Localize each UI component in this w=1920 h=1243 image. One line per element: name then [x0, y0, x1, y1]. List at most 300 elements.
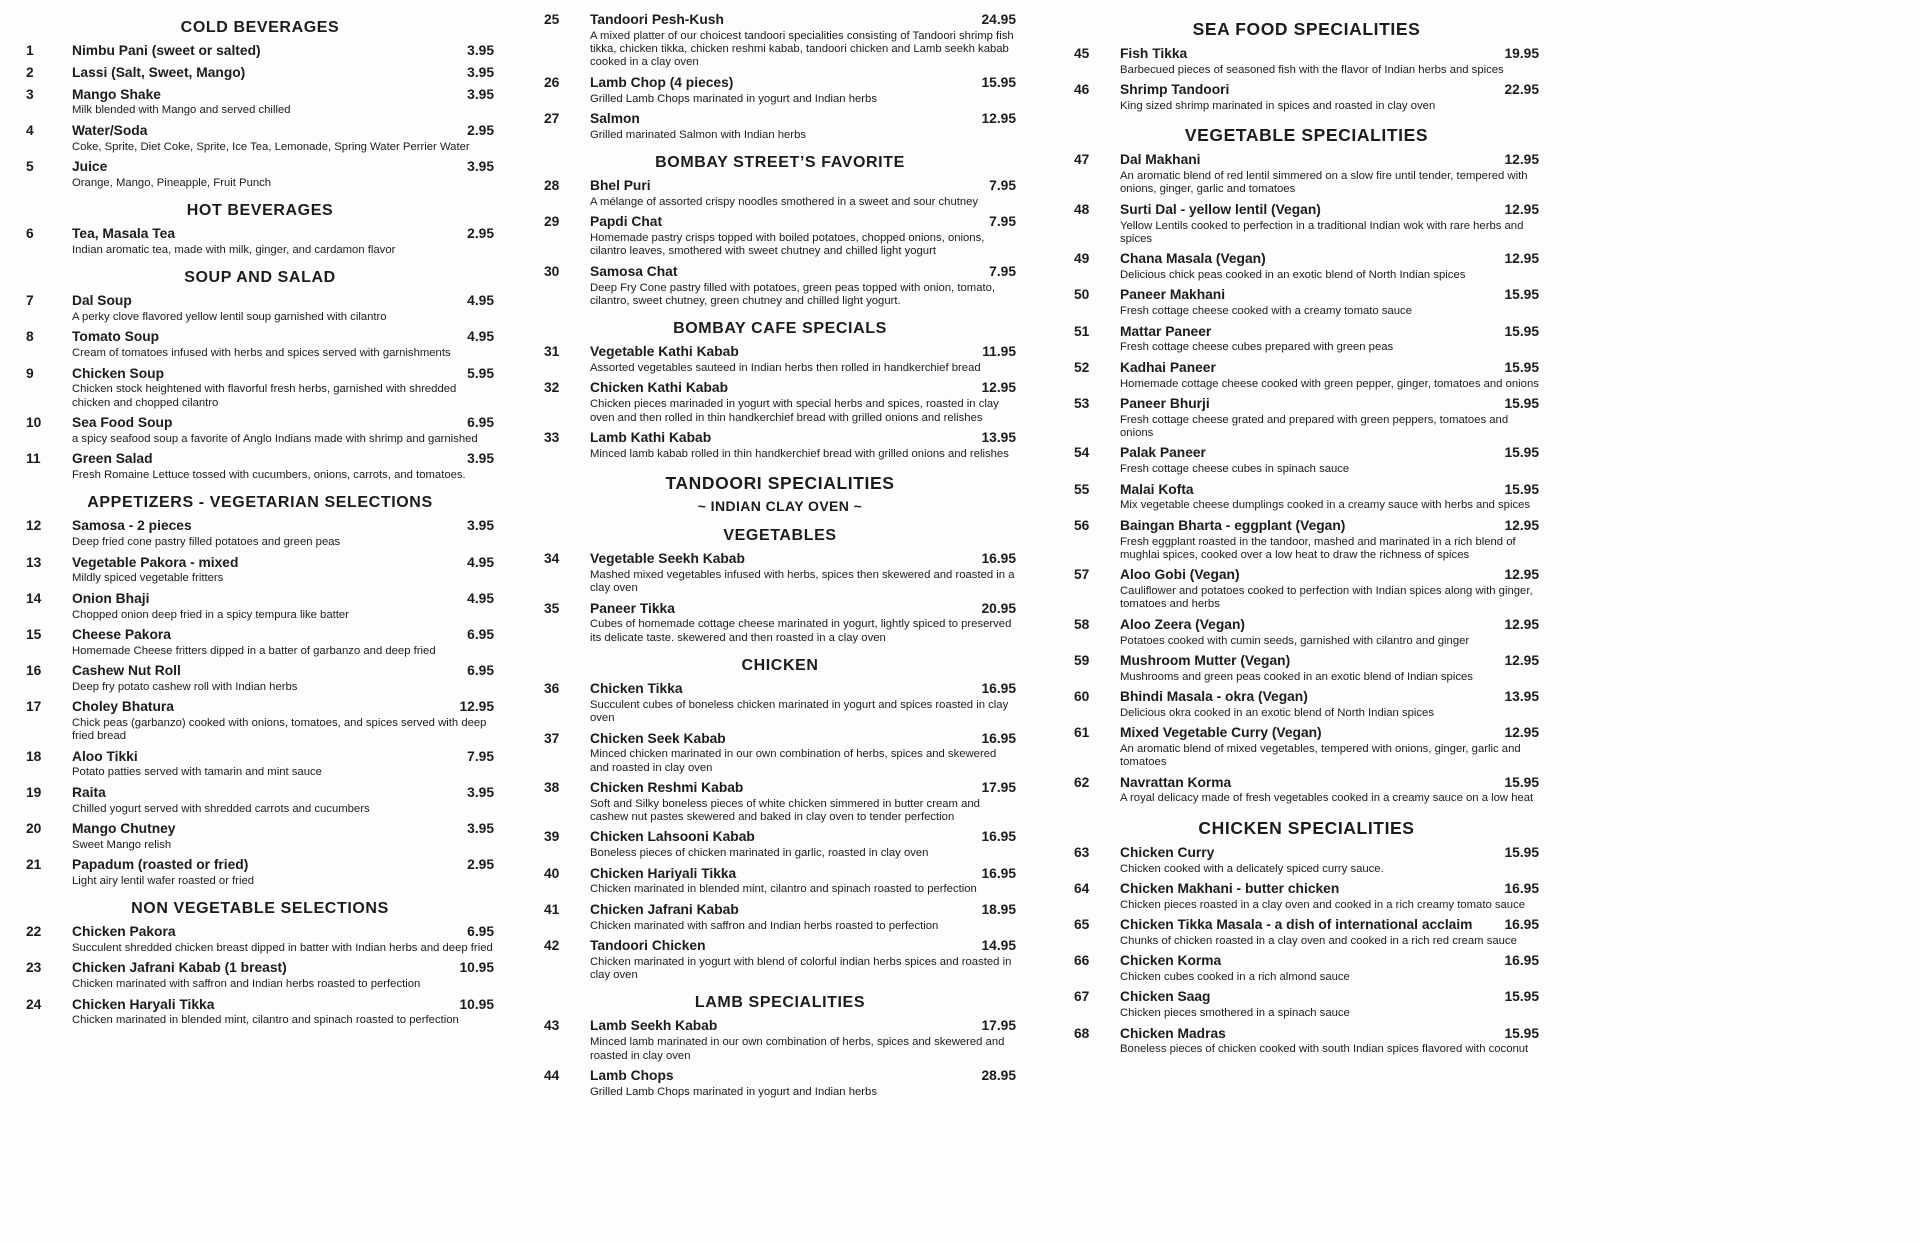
item-description: Mushrooms and green peas cooked in an exotic blend of Indian spices [1120, 670, 1473, 683]
item-description: Potatoes cooked with cumin seeds, garnished with cilantro and ginger [1120, 634, 1470, 647]
item-name: Papdi Chat [590, 214, 663, 230]
item-number: 55 [1074, 481, 1090, 497]
item-number: 68 [1074, 1025, 1090, 1041]
item-name: Chicken Makhani - butter chicken [1120, 880, 1340, 896]
menu-item-head [544, 380, 1016, 397]
menu-item [26, 293, 494, 324]
section-title: SEA FOOD SPECIALITIES [1192, 19, 1421, 39]
item-number: 34 [544, 551, 560, 567]
item-description: Delicious okra cooked in an exotic blend of North Indian spices [1120, 706, 1434, 719]
menu-item [1074, 482, 1539, 513]
item-name: Chicken Reshmi Kabab [590, 779, 744, 795]
item-price: 12.95 [981, 110, 1016, 126]
menu-item-head [1074, 251, 1539, 268]
item-description: Succulent cubes of boneless chicken marinated in yogurt and spices roasted in clay oven [590, 698, 1009, 725]
item-name: Malai Kofta [1120, 481, 1194, 497]
menu-item-head [26, 627, 494, 644]
item-price: 15.95 [1504, 1025, 1539, 1041]
item-name: Mango Chutney [72, 820, 176, 836]
item-name: Aloo Zeera (Vegan) [1120, 616, 1245, 632]
menu-item [26, 329, 494, 360]
item-name: Mattar Paneer [1120, 323, 1212, 339]
item-name: Lamb Seekh Kabab [590, 1018, 718, 1034]
menu-item [26, 699, 494, 743]
item-number: 42 [544, 937, 560, 953]
section-items [26, 924, 494, 1027]
item-number: 19 [26, 784, 42, 800]
item-description: Chicken pieces roasted in a clay oven and cooked in a rich creamy tomato sauce [1120, 898, 1526, 911]
menu-section [544, 650, 1016, 987]
menu-item [26, 960, 494, 991]
item-description: Chicken cubes cooked in a rich almond sauce [1120, 971, 1350, 984]
menu-item [1074, 396, 1539, 440]
item-description: Yellow Lentils cooked to perfection in a traditional Indian wok with rare herbs and spices [1120, 219, 1524, 245]
item-price: 15.95 [1504, 774, 1539, 790]
item-number: 50 [1074, 287, 1090, 303]
item-number: 10 [26, 415, 42, 431]
menu-item [26, 226, 494, 257]
menu-item [544, 681, 1016, 725]
item-description: Chicken stock heightened with flavorful fresh herbs, garnished with shredded chicken and chopped cilantro [72, 383, 457, 409]
menu-item-head [26, 43, 494, 60]
item-name: Dal Makhani [1120, 152, 1201, 168]
item-name: Nimbu Pani (sweet or salted) [72, 43, 261, 58]
item-price: 12.95 [1504, 201, 1539, 217]
item-name: Chicken Seek Kabab [590, 730, 726, 746]
section-items [544, 1018, 1016, 1099]
item-number: 20 [26, 820, 42, 836]
menu-item [1074, 46, 1539, 77]
menu-item-head [1074, 518, 1539, 535]
menu-column-1 [26, 12, 494, 1104]
section-title: BOMBAY CAFE SPECIALS [673, 320, 887, 338]
item-number: 21 [26, 857, 42, 873]
menu-item-head [26, 415, 494, 432]
item-description: A mélange of assorted crispy noodles smothered in a sweet and sour chutney [590, 195, 979, 208]
item-price: 15.95 [1504, 323, 1539, 339]
menu-section [1074, 118, 1539, 810]
item-price: 12.95 [1504, 567, 1539, 583]
item-description: Potato patties served with tamarin and mint sauce [72, 766, 322, 779]
section-title: CHICKEN [741, 657, 819, 675]
section-items [26, 43, 494, 190]
item-name: Chicken Soup [72, 365, 164, 381]
item-number: 14 [26, 590, 42, 606]
item-price: 28.95 [981, 1067, 1016, 1083]
menu-item-head [544, 866, 1016, 883]
menu-item [1074, 567, 1539, 611]
menu-item-head [1074, 396, 1539, 413]
menu-item [26, 518, 494, 549]
menu-item [544, 902, 1016, 933]
item-number: 22 [26, 924, 42, 940]
menu-item-head [1074, 617, 1539, 634]
menu-item [1074, 845, 1539, 876]
section-items [26, 293, 494, 482]
item-price: 3.95 [467, 158, 494, 174]
item-number: 16 [26, 663, 42, 679]
item-description: Coke, Sprite, Diet Coke, Sprite, Ice Tea, Lemonade, Spring Water Perrier Water [72, 140, 470, 153]
item-price: 20.95 [981, 600, 1016, 616]
menu-item [26, 663, 494, 694]
item-number: 17 [26, 699, 42, 715]
menu-section [544, 520, 1016, 650]
menu-item-head [1074, 567, 1539, 584]
menu-section [26, 12, 494, 195]
menu-item [544, 1068, 1016, 1099]
item-name: Chicken Haryali Tikka [72, 996, 215, 1012]
item-number: 15 [26, 626, 42, 642]
item-name: Juice [72, 158, 108, 174]
item-name: Lamb Kathi Kabab [590, 429, 712, 445]
menu-item [544, 731, 1016, 775]
section-items [1074, 46, 1539, 113]
item-number: 6 [26, 226, 34, 242]
item-name: Mango Shake [72, 86, 161, 102]
item-description: Indian aromatic tea, made with milk, ginger, and cardamon flavor [72, 243, 396, 256]
menu-item-head [26, 857, 494, 874]
menu-item [1074, 518, 1539, 562]
menu-section [26, 487, 494, 893]
menu-item [1074, 251, 1539, 282]
item-price: 3.95 [467, 784, 494, 800]
menu-item-head [26, 451, 494, 468]
menu-item-head [1074, 953, 1539, 970]
item-number: 18 [26, 748, 42, 764]
item-number: 31 [544, 344, 560, 360]
item-number: 67 [1074, 989, 1090, 1005]
item-name: Chicken Jafrani Kabab [590, 901, 739, 917]
item-description: Milk blended with Mango and served chilled [72, 104, 291, 117]
item-name: Dal Soup [72, 293, 132, 309]
item-description: Mashed mixed vegetables infused with herbs, spices then skewered and roasted in a clay oven [590, 568, 1015, 595]
section-title: NON VEGETABLE SELECTIONS [131, 900, 389, 918]
menu-item-head [1074, 1026, 1539, 1043]
item-name: Shrimp Tandoori [1120, 82, 1230, 98]
menu-item [1074, 953, 1539, 984]
section-title: BOMBAY STREET’S FAVORITE [655, 154, 905, 172]
item-price: 15.95 [1504, 395, 1539, 411]
item-price: 7.95 [989, 214, 1016, 230]
item-name: Bhel Puri [590, 178, 651, 194]
item-name: Chicken Pakora [72, 924, 176, 940]
item-name: Tandoori Chicken [590, 937, 706, 953]
menu-section [1074, 12, 1539, 118]
menu-item-head [1074, 324, 1539, 341]
item-number: 12 [26, 518, 42, 534]
item-name: Chicken Kathi Kabab [590, 380, 728, 396]
item-description: Chicken pieces smothered in a spinach sauce [1120, 1007, 1350, 1020]
item-description: Boneless pieces of chicken marinated in garlic, roasted in clay oven [590, 847, 929, 860]
item-description: A perky clove flavored yellow lentil soup garnished with cilantro [72, 311, 387, 324]
menu-item-head [1074, 775, 1539, 792]
menu-item-head [1074, 46, 1539, 63]
section-subtitle: ~ INDIAN CLAY OVEN ~ [697, 498, 863, 515]
menu-section [544, 147, 1016, 313]
menu-item [544, 829, 1016, 860]
item-number: 47 [1074, 152, 1090, 168]
menu-item [1074, 1026, 1539, 1057]
item-name: Paneer Makhani [1120, 287, 1226, 303]
item-price: 12.95 [1504, 652, 1539, 668]
item-price: 15.95 [1504, 481, 1539, 497]
item-name: Papadum (roasted or fried) [72, 857, 249, 873]
menu-item [1074, 82, 1539, 113]
item-number: 56 [1074, 517, 1090, 533]
item-price: 7.95 [989, 263, 1016, 279]
item-price: 3.95 [467, 86, 494, 102]
item-description: Minced lamb marinated in our own combination of herbs, spices and skewered and roasted in clay oven [590, 1036, 1005, 1062]
item-number: 30 [544, 263, 560, 279]
item-price: 18.95 [981, 901, 1016, 917]
menu-item-head [1074, 445, 1539, 462]
item-name: Choley Bhatura [72, 699, 174, 715]
menu-item-head [544, 12, 1016, 29]
menu-item [1074, 689, 1539, 720]
item-number: 65 [1074, 917, 1090, 933]
item-number: 43 [544, 1018, 560, 1034]
item-number: 2 [26, 64, 34, 80]
item-description: Fresh cottage cheese cubes in spinach sauce [1120, 463, 1350, 476]
menu-item-head [26, 699, 494, 716]
item-number: 5 [26, 158, 34, 174]
menu-item [544, 214, 1016, 258]
item-price: 6.95 [467, 663, 494, 679]
menu-item-head [1074, 725, 1539, 742]
item-name: Lamb Chop (4 pieces) [590, 74, 734, 90]
item-description: Light airy lentil wafer roasted or fried [72, 874, 255, 887]
menu-item [26, 43, 494, 60]
menu-item-head [544, 902, 1016, 919]
item-description: Cauliflower and potatoes cooked to perfection with Indian spices along with ginger, tomatoes and herbs [1120, 585, 1533, 611]
section-title: COLD BEVERAGES [180, 19, 340, 36]
menu-item [26, 123, 494, 154]
menu-item-head [1074, 152, 1539, 169]
item-price: 2.95 [467, 857, 494, 873]
item-description: a spicy seafood soup a favorite of Anglo Indians made with shrimp and garnished [72, 432, 478, 445]
item-number: 54 [1074, 445, 1090, 461]
item-name: Fish Tikka [1120, 46, 1188, 61]
item-description: Homemade pastry crisps topped with boiled potatoes, chopped onions, onions, cilantro leaves, smothered with sweet chutney and chilled light yogurt [590, 232, 985, 258]
menu-section [544, 466, 1016, 520]
section-items [26, 518, 494, 888]
item-description: Deep Fry Cone pastry filled with potatoes, green peas topped with onion, tomato, cilantro, sweet chutney, green chutney and chilled light yogurt. [590, 281, 996, 307]
menu-item-head [26, 960, 494, 977]
item-price: 12.95 [459, 699, 494, 715]
menu-item-head [544, 829, 1016, 846]
item-name: Chicken Hariyali Tikka [590, 865, 737, 881]
section-items [544, 681, 1016, 982]
item-description: Chicken marinated in blended mint, cilantro and spinach roasted to perfection [72, 1014, 459, 1027]
item-description: King sized shrimp marinated in spices and roasted in clay oven [1120, 99, 1436, 112]
item-price: 12.95 [1504, 616, 1539, 632]
menu-item-head [544, 75, 1016, 92]
menu-item-head [544, 214, 1016, 231]
item-price: 4.95 [467, 554, 494, 570]
item-name: Vegetable Pakora - mixed [72, 554, 239, 570]
item-name: Water/Soda [72, 122, 148, 138]
item-name: Vegetable Seekh Kabab [590, 551, 745, 567]
section-items [1074, 152, 1539, 805]
item-description: Fresh eggplant roasted in the tandoor, mashed and marinated in a rich blend of mughlai spices, cooked over a low heat to draw the richness of spices [1120, 535, 1516, 561]
menu-item [1074, 653, 1539, 684]
item-price: 13.95 [981, 429, 1016, 445]
item-name: Lassi (Salt, Sweet, Mango) [72, 64, 246, 80]
menu-item [544, 601, 1016, 645]
item-name: Chicken Jafrani Kabab (1 breast) [72, 960, 287, 976]
item-price: 24.95 [981, 12, 1016, 27]
item-price: 3.95 [467, 43, 494, 58]
item-number: 58 [1074, 616, 1090, 632]
menu-item-head [544, 111, 1016, 128]
item-number: 52 [1074, 359, 1090, 375]
menu-item-head [26, 997, 494, 1014]
item-description: Assorted vegetables sauteed in Indian herbs then rolled in handkerchief bread [590, 362, 981, 375]
menu-item [26, 451, 494, 482]
menu-item [1074, 617, 1539, 648]
menu-item [1074, 989, 1539, 1020]
item-number: 32 [544, 380, 560, 396]
item-description: Cream of tomatoes infused with herbs and spices served with garnishments [72, 347, 451, 360]
item-price: 15.95 [1504, 844, 1539, 860]
menu-item [544, 430, 1016, 461]
item-price: 2.95 [467, 226, 494, 242]
section-title: SOUP AND SALAD [184, 269, 336, 287]
item-price: 12.95 [1504, 725, 1539, 741]
menu-item-head [26, 65, 494, 82]
item-description: Chilled yogurt served with shredded carrots and cucumbers [72, 802, 370, 815]
item-number: 44 [544, 1067, 560, 1083]
menu-item-head [26, 663, 494, 680]
item-number: 27 [544, 110, 560, 126]
item-price: 15.95 [1504, 359, 1539, 375]
section-title: APPETIZERS - VEGETARIAN SELECTIONS [87, 494, 433, 512]
item-name: Chicken Korma [1120, 953, 1222, 969]
item-number: 28 [544, 178, 560, 194]
item-price: 16.95 [1504, 953, 1539, 969]
menu-item [1074, 360, 1539, 391]
item-name: Mushroom Mutter (Vegan) [1120, 652, 1291, 668]
menu-item [26, 857, 494, 888]
item-price: 3.95 [467, 451, 494, 467]
menu-item-head [26, 555, 494, 572]
item-description: Mix vegetable cheese dumplings cooked in a creamy sauce with herbs and spices [1120, 499, 1531, 512]
menu-item-head [26, 123, 494, 140]
section-items [26, 226, 494, 257]
item-name: Aloo Tikki [72, 748, 138, 764]
item-number: 25 [544, 12, 560, 27]
menu-item [1074, 917, 1539, 948]
item-name: Samosa - 2 pieces [72, 518, 192, 534]
item-price: 17.95 [981, 1018, 1016, 1034]
menu-item [544, 780, 1016, 824]
menu-item [544, 1018, 1016, 1062]
item-description: Chicken marinated with saffron and Indian herbs roasted to perfection [72, 978, 421, 991]
item-name: Chicken Madras [1120, 1025, 1226, 1041]
item-description: An aromatic blend of mixed vegetables, tempered with onions, ginger, garlic and tomatoes [1120, 742, 1521, 769]
menu-item [1074, 445, 1539, 476]
menu-item-head [544, 681, 1016, 698]
item-description: Sweet Mango relish [72, 838, 172, 851]
section-title: CHICKEN SPECIALITIES [1198, 817, 1415, 838]
item-description: Cubes of homemade cottage cheese marinated in yogurt, lightly spiced to preserved its delicate taste. skewered and then roasted in a clay oven [590, 618, 1012, 644]
item-price: 12.95 [1504, 517, 1539, 533]
menu-item-head [544, 551, 1016, 568]
item-description: Fresh cottage cheese grated and prepared with green peppers, tomatoes and onions [1120, 413, 1509, 440]
menu-item-head [26, 87, 494, 104]
section-title: HOT BEVERAGES [186, 202, 334, 220]
item-price: 12.95 [1504, 251, 1539, 267]
item-price: 15.95 [1504, 989, 1539, 1005]
item-name: Tandoori Pesh-Kush [590, 12, 724, 27]
menu-item-head [544, 731, 1016, 748]
item-number: 62 [1074, 774, 1090, 790]
item-description: Delicious chick peas cooked in an exotic blend of North Indian spices [1120, 269, 1466, 282]
item-name: Navrattan Korma [1120, 774, 1232, 790]
item-description: Chicken marinated in blended mint, cilantro and spinach roasted to perfection [590, 883, 977, 896]
menu-item-head [26, 159, 494, 176]
item-name: Palak Paneer [1120, 445, 1206, 461]
item-price: 17.95 [981, 779, 1016, 795]
menu-item-head [26, 591, 494, 608]
item-price: 16.95 [981, 829, 1016, 845]
item-number: 39 [544, 829, 560, 845]
menu-item [26, 749, 494, 780]
section-title: TANDOORI SPECIALITIES [665, 473, 895, 494]
menu-item [26, 627, 494, 658]
item-number: 24 [26, 996, 42, 1012]
item-description: Orange, Mango, Pineapple, Fruit Punch [72, 176, 272, 189]
menu-item [26, 821, 494, 852]
item-description: Mildly spiced vegetable fritters [72, 572, 224, 585]
menu-item [26, 591, 494, 622]
item-number: 13 [26, 554, 42, 570]
menu-item-head [26, 366, 494, 383]
item-price: 4.95 [467, 329, 494, 345]
item-name: Green Salad [72, 451, 153, 467]
item-number: 66 [1074, 953, 1090, 969]
item-description: Grilled marinated Salmon with Indian herbs [590, 128, 807, 141]
item-price: 15.95 [981, 74, 1016, 90]
item-number: 59 [1074, 652, 1090, 668]
item-name: Onion Bhaji [72, 590, 150, 606]
menu-item-head [544, 1068, 1016, 1085]
item-number: 3 [26, 86, 34, 102]
menu-item [1074, 324, 1539, 355]
item-number: 48 [1074, 201, 1090, 217]
item-number: 60 [1074, 688, 1090, 704]
item-name: Mixed Vegetable Curry (Vegan) [1120, 725, 1322, 741]
item-description: Grilled Lamb Chops marinated in yogurt and Indian herbs [590, 1085, 877, 1098]
menu-section [26, 893, 494, 1032]
section-items [544, 551, 1016, 645]
menu-item-head [26, 293, 494, 310]
item-price: 13.95 [1504, 688, 1539, 704]
menu-item [26, 555, 494, 586]
menu-section [544, 12, 1016, 147]
item-price: 22.95 [1504, 82, 1539, 98]
section-title: VEGETABLES [723, 527, 837, 545]
menu-item [544, 75, 1016, 106]
item-name: Bhindi Masala - okra (Vegan) [1120, 688, 1308, 704]
menu-item [1074, 881, 1539, 912]
menu-item-head [1074, 482, 1539, 499]
item-description: Fresh cottage cheese cooked with a creamy tomato sauce [1120, 305, 1412, 318]
item-price: 4.95 [467, 590, 494, 606]
menu-item [26, 997, 494, 1028]
menu-item [26, 65, 494, 82]
item-name: Baingan Bharta - eggplant (Vegan) [1120, 517, 1346, 533]
